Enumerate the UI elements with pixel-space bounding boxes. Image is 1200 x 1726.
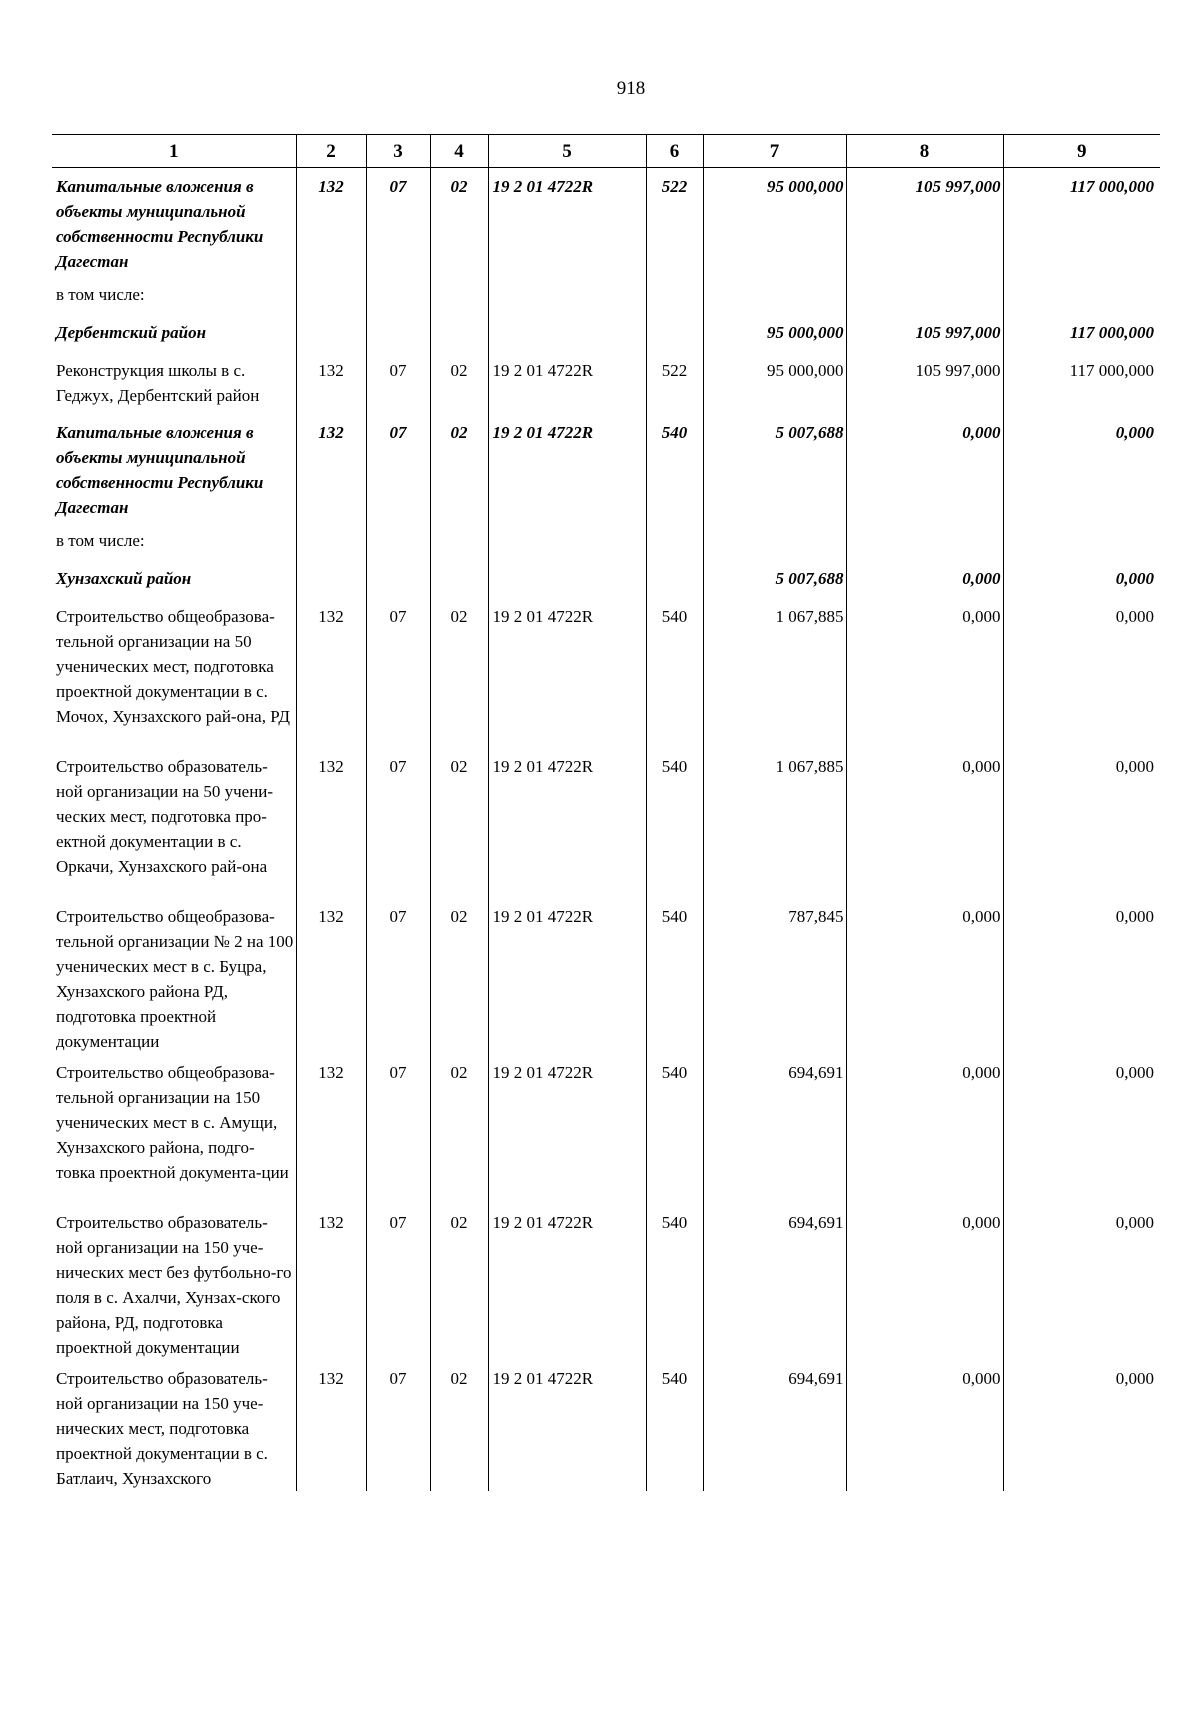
header-col-8: 8 — [846, 135, 1003, 168]
cell-admin-code: 132 — [296, 352, 366, 414]
table-body — [52, 168, 1160, 1492]
cell-section: 07 — [366, 168, 430, 277]
cell-subsection: 02 — [430, 598, 488, 748]
cell-section: 07 — [366, 1054, 430, 1204]
cell-description: Строительство общеобразова-тельной организации на 50 ученических мест, подготовка проектной документации в с. Мочох, Хунзахского рай-она, РД — [56, 607, 290, 726]
cell-subsection: 02 — [430, 1204, 488, 1360]
cell-description: Капитальные вложения в объекты муниципальной собственности Республики Дагестан — [56, 423, 264, 517]
cell-target-article: 19 2 01 4722R — [488, 1054, 646, 1204]
cell-admin-code: 132 — [296, 898, 366, 1054]
cell-amount-col9: 117 000,000 — [1003, 168, 1160, 277]
cell-amount-col7 — [703, 276, 846, 314]
cell-section: 07 — [366, 352, 430, 414]
cell-amount-col7: 1 067,885 — [703, 598, 846, 748]
cell-expense-type: 540 — [646, 748, 703, 898]
cell-expense-type — [646, 522, 703, 560]
cell-description: Строительство образователь-ной организации на 150 уче-нических мест без футбольно-го поля в с. Ахалчи, Хунзах-ского района, РД, подготовка проектной документации — [56, 1213, 292, 1357]
cell-amount-col8: 105 997,000 — [846, 352, 1003, 414]
cell-target-article: 19 2 01 4722R — [488, 598, 646, 748]
table-row — [52, 748, 1160, 898]
cell-amount-col9: 0,000 — [1003, 898, 1160, 1054]
cell-amount-col7: 5 007,688 — [703, 414, 846, 522]
table-row — [52, 168, 1160, 277]
cell-amount-col7: 95 000,000 — [703, 352, 846, 414]
cell-amount-col7: 95 000,000 — [703, 168, 846, 277]
cell-admin-code: 132 — [296, 1204, 366, 1360]
cell-target-article — [488, 276, 646, 314]
cell-amount-col8 — [846, 522, 1003, 560]
cell-admin-code: 132 — [296, 1360, 366, 1491]
cell-expense-type: 540 — [646, 598, 703, 748]
cell-target-article — [488, 560, 646, 598]
cell-section: 07 — [366, 1360, 430, 1491]
cell-section — [366, 314, 430, 352]
header-col-4: 4 — [430, 135, 488, 168]
cell-expense-type — [646, 314, 703, 352]
cell-expense-type: 540 — [646, 414, 703, 522]
cell-target-article: 19 2 01 4722R — [488, 414, 646, 522]
cell-amount-col9 — [1003, 522, 1160, 560]
cell-subsection: 02 — [430, 414, 488, 522]
cell-description: Капитальные вложения в объекты муниципальной собственности Республики Дагестан — [56, 177, 264, 271]
header-col-5: 5 — [488, 135, 646, 168]
table-row — [52, 276, 1160, 314]
cell-amount-col8: 0,000 — [846, 748, 1003, 898]
table-row — [52, 1204, 1160, 1360]
cell-amount-col8: 0,000 — [846, 1204, 1003, 1360]
cell-amount-col8: 105 997,000 — [846, 168, 1003, 277]
cell-amount-col9: 0,000 — [1003, 1054, 1160, 1204]
cell-description: Строительство общеобразова-тельной организации № 2 на 100 ученических мест в с. Буцра, Хунзахского района РД, подготовка проектной документации — [56, 907, 294, 1051]
cell-description: Строительство образователь-ной организации на 50 учени-ческих мест, подготовка про-ектной документации в с. Оркачи, Хунзахского рай-она — [56, 757, 274, 876]
cell-subsection: 02 — [430, 168, 488, 277]
cell-admin-code — [296, 276, 366, 314]
cell-admin-code: 132 — [296, 748, 366, 898]
cell-amount-col9: 0,000 — [1003, 598, 1160, 748]
cell-expense-type: 540 — [646, 1204, 703, 1360]
cell-amount-col7 — [703, 522, 846, 560]
cell-expense-type: 522 — [646, 352, 703, 414]
cell-description: в том числе: — [56, 531, 145, 550]
cell-section — [366, 276, 430, 314]
cell-admin-code: 132 — [296, 1054, 366, 1204]
table-row — [52, 314, 1160, 352]
table-row — [52, 898, 1160, 1054]
cell-amount-col8: 0,000 — [846, 898, 1003, 1054]
table-row — [52, 1054, 1160, 1204]
cell-target-article: 19 2 01 4722R — [488, 168, 646, 277]
cell-subsection — [430, 276, 488, 314]
cell-subsection — [430, 560, 488, 598]
cell-description: Хунзахский район — [56, 569, 192, 588]
cell-amount-col9 — [1003, 276, 1160, 314]
cell-target-article: 19 2 01 4722R — [488, 748, 646, 898]
cell-amount-col8: 105 997,000 — [846, 314, 1003, 352]
budget-table — [52, 134, 1160, 1491]
cell-subsection — [430, 314, 488, 352]
cell-subsection: 02 — [430, 748, 488, 898]
cell-expense-type: 540 — [646, 898, 703, 1054]
budget-table-container — [52, 134, 1160, 1491]
header-col-1: 1 — [52, 135, 296, 168]
cell-expense-type: 540 — [646, 1054, 703, 1204]
cell-amount-col8: 0,000 — [846, 598, 1003, 748]
cell-description: в том числе: — [56, 285, 145, 304]
cell-section: 07 — [366, 598, 430, 748]
cell-admin-code — [296, 560, 366, 598]
cell-amount-col7: 1 067,885 — [703, 748, 846, 898]
cell-expense-type — [646, 560, 703, 598]
cell-amount-col7: 694,691 — [703, 1360, 846, 1491]
cell-section — [366, 560, 430, 598]
cell-subsection: 02 — [430, 1054, 488, 1204]
cell-amount-col7: 787,845 — [703, 898, 846, 1054]
cell-target-article: 19 2 01 4722R — [488, 1360, 646, 1491]
cell-admin-code — [296, 314, 366, 352]
cell-amount-col9: 0,000 — [1003, 414, 1160, 522]
cell-amount-col7: 694,691 — [703, 1054, 846, 1204]
table-row — [52, 598, 1160, 748]
header-col-9: 9 — [1003, 135, 1160, 168]
header-col-7: 7 — [703, 135, 846, 168]
cell-subsection: 02 — [430, 352, 488, 414]
cell-target-article: 19 2 01 4722R — [488, 1204, 646, 1360]
header-col-6: 6 — [646, 135, 703, 168]
cell-target-article: 19 2 01 4722R — [488, 352, 646, 414]
cell-section — [366, 522, 430, 560]
cell-description: Строительство образователь-ной организации на 150 уче-нических мест, подготовка проектной документации в с. Батлаич, Хунзахского — [56, 1369, 268, 1488]
cell-amount-col7: 95 000,000 — [703, 314, 846, 352]
cell-amount-col8 — [846, 276, 1003, 314]
table-row — [52, 414, 1160, 522]
cell-description: Дербентский район — [56, 323, 207, 342]
cell-expense-type — [646, 276, 703, 314]
header-col-2: 2 — [296, 135, 366, 168]
cell-amount-col9: 0,000 — [1003, 748, 1160, 898]
table-row — [52, 1360, 1160, 1491]
cell-amount-col7: 5 007,688 — [703, 560, 846, 598]
page-number: 918 — [616, 78, 646, 99]
cell-subsection — [430, 522, 488, 560]
cell-expense-type: 540 — [646, 1360, 703, 1491]
table-row — [52, 560, 1160, 598]
header-row — [52, 135, 1160, 168]
cell-description: Строительство общеобразова-тельной организации на 150 ученических мест в с. Амущи, Хунзахского района, подго-товка проектной документа-ции — [56, 1063, 289, 1182]
cell-amount-col9: 0,000 — [1003, 1360, 1160, 1491]
cell-target-article — [488, 522, 646, 560]
header-col-3: 3 — [366, 135, 430, 168]
cell-subsection: 02 — [430, 898, 488, 1054]
cell-admin-code: 132 — [296, 598, 366, 748]
cell-admin-code: 132 — [296, 414, 366, 522]
cell-amount-col8: 0,000 — [846, 414, 1003, 522]
cell-section: 07 — [366, 748, 430, 898]
cell-section: 07 — [366, 414, 430, 522]
cell-section: 07 — [366, 898, 430, 1054]
cell-section: 07 — [366, 1204, 430, 1360]
cell-description: Реконструкция школы в с. Геджух, Дербентский район — [56, 361, 260, 405]
cell-amount-col9: 117 000,000 — [1003, 314, 1160, 352]
cell-amount-col9: 0,000 — [1003, 560, 1160, 598]
cell-amount-col8: 0,000 — [846, 1360, 1003, 1491]
cell-admin-code — [296, 522, 366, 560]
cell-admin-code: 132 — [296, 168, 366, 277]
cell-subsection: 02 — [430, 1360, 488, 1491]
cell-amount-col8: 0,000 — [846, 1054, 1003, 1204]
cell-target-article — [488, 314, 646, 352]
table-row — [52, 522, 1160, 560]
cell-amount-col9: 0,000 — [1003, 1204, 1160, 1360]
table-row — [52, 352, 1160, 414]
cell-amount-col9: 117 000,000 — [1003, 352, 1160, 414]
cell-expense-type: 522 — [646, 168, 703, 277]
cell-target-article: 19 2 01 4722R — [488, 898, 646, 1054]
cell-amount-col7: 694,691 — [703, 1204, 846, 1360]
cell-amount-col8: 0,000 — [846, 560, 1003, 598]
